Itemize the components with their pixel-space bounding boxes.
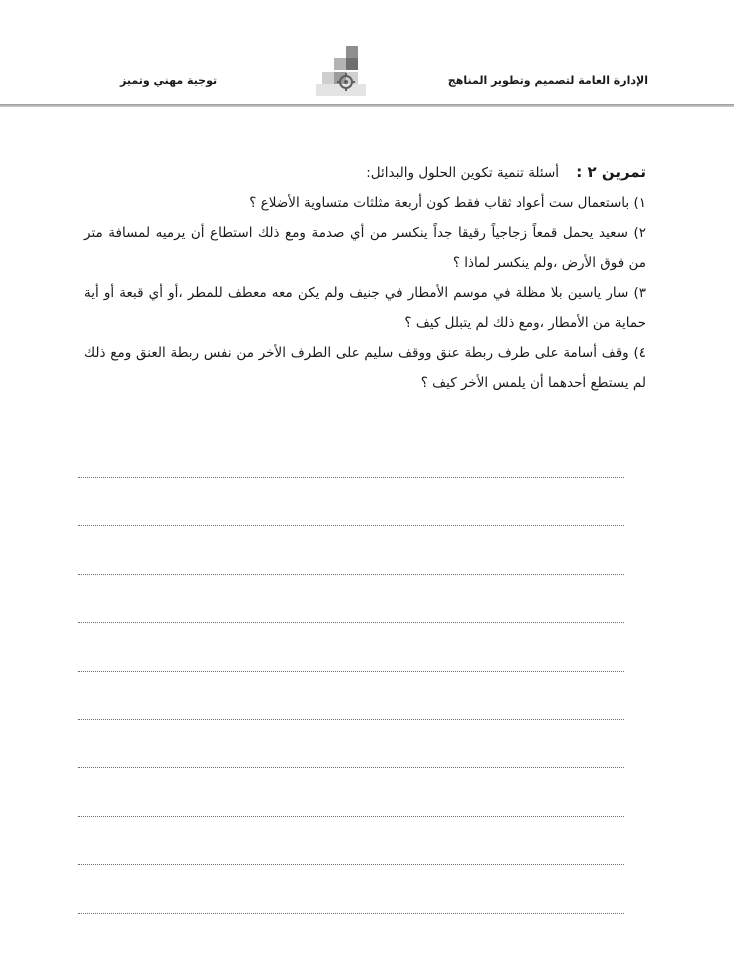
answer-line bbox=[78, 767, 624, 768]
header-program-title: توجية مهني وتميز bbox=[120, 74, 218, 87]
answer-line bbox=[78, 622, 624, 623]
exercise-section bbox=[84, 157, 646, 398]
question-3: ٣) سار ياسين بلا مظلة في موسم الأمطار في جنيف ولم يكن معه معطف للمطر ،أو أي قبعة أو أية حماية من الأمطار ،ومع ذلك لم يتبلل كيف ؟ bbox=[84, 285, 646, 331]
answer-line bbox=[78, 864, 624, 865]
answer-line bbox=[78, 816, 624, 817]
answer-line bbox=[78, 719, 624, 720]
answer-line bbox=[78, 913, 624, 914]
answer-line bbox=[78, 525, 624, 526]
exercise-label: تمرين ٢ : bbox=[576, 163, 646, 181]
question-2: ٢) سعيد يحمل قمعاً زجاجياً رقيقا جداً ينكسر من أي صدمة ومع ذلك استطاع أن يرميه لمسافة متر من فوق الأرض ،ولم ينكسر لماذا ؟ bbox=[84, 225, 646, 271]
header-department-title: الإدارة العامة لتصميم وتطوير المناهج bbox=[447, 74, 648, 87]
answer-line bbox=[78, 574, 624, 575]
header-divider bbox=[0, 104, 734, 107]
answer-line bbox=[78, 477, 624, 478]
exercise-heading bbox=[84, 157, 646, 188]
question-4: ٤) وقف أسامة على طرف ربطة عنق ووقف سليم على الطرف الأخر من نفس ربطة العنق ومع ذلك لم يستطع أحدهما أن يلمس الأخر كيف ؟ bbox=[84, 345, 646, 391]
question-1: ١) باستعمال ست أعواد ثقاب فقط كون أربعة مثلثات متساوية الأضلاع ؟ bbox=[249, 195, 646, 211]
answer-line bbox=[78, 671, 624, 672]
exercise-title: أسئلة تنمية تكوين الحلول والبدائل: bbox=[366, 165, 560, 181]
gear-blocks-logo-icon bbox=[316, 42, 368, 98]
